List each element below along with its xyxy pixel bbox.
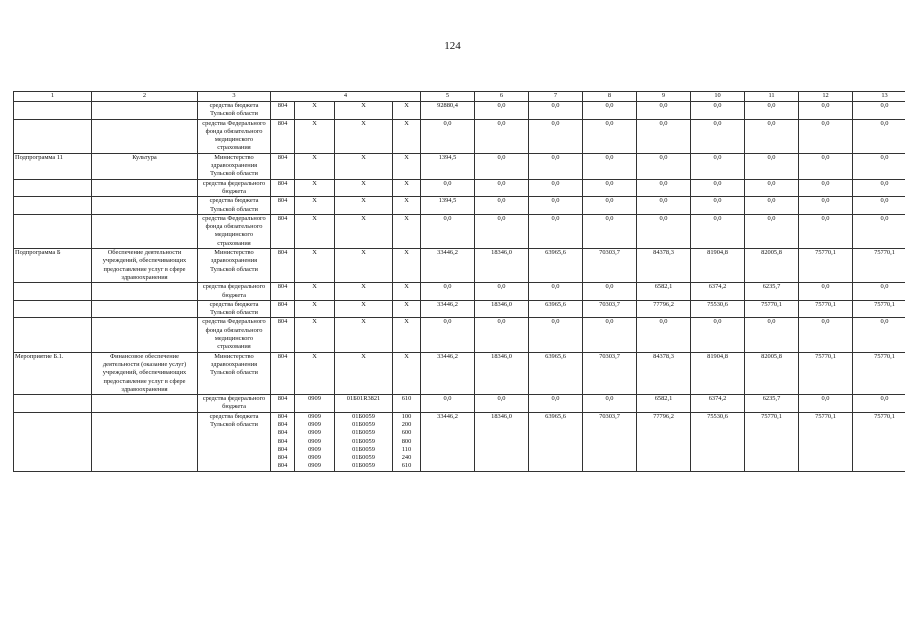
value-cell: 0,0 xyxy=(853,283,905,301)
funding-source: Министерство здравоохранения Тульской области xyxy=(198,153,271,179)
section-code xyxy=(14,300,92,318)
section-code-cell: X xyxy=(295,318,335,352)
ministry-code: 804 xyxy=(271,102,295,120)
value-cell: 0,0 xyxy=(637,197,691,215)
section-code-cell: X xyxy=(295,119,335,153)
col-number: 10 xyxy=(691,92,745,102)
value-cell: 0,0 xyxy=(799,102,853,120)
value-cell: 0,0 xyxy=(475,214,529,248)
value-cell: 0,0 xyxy=(745,153,799,179)
value-cell: 6582,1 xyxy=(637,395,691,413)
ministry-code: 804 xyxy=(271,214,295,248)
value-cell: 0,0 xyxy=(853,153,905,179)
table-row xyxy=(14,395,905,413)
section-code-cell: X xyxy=(295,102,335,120)
col-number: 3 xyxy=(198,92,271,102)
expense-type-cell: X xyxy=(393,153,421,179)
col-number: 5 xyxy=(421,92,475,102)
col-number: 12 xyxy=(799,92,853,102)
expense-type-cell: 100 200 600 800 110 240 610 xyxy=(393,412,421,471)
value-cell: 0,0 xyxy=(583,153,637,179)
value-cell: 0,0 xyxy=(583,214,637,248)
value-cell: 63965,6 xyxy=(529,249,583,283)
value-cell: 0,0 xyxy=(529,318,583,352)
value-cell: 75770,1 xyxy=(799,352,853,394)
value-cell: 0,0 xyxy=(529,179,583,197)
value-cell: 0,0 xyxy=(529,214,583,248)
value-cell: 0,0 xyxy=(691,318,745,352)
value-cell: 75770,1 xyxy=(853,352,905,394)
target-article-cell: 01Б0059 01Б0059 01Б0059 01Б0059 01Б0059 01Б0059 01Б0059 xyxy=(335,412,393,471)
value-cell: 0,0 xyxy=(745,102,799,120)
value-cell: 0,0 xyxy=(799,197,853,215)
value-cell: 6235,7 xyxy=(745,395,799,413)
header-row xyxy=(14,92,905,102)
value-cell: 0,0 xyxy=(799,179,853,197)
value-cell: 0,0 xyxy=(421,283,475,301)
value-cell: 0,0 xyxy=(637,318,691,352)
col-number: 1 xyxy=(14,92,92,102)
ministry-code: 804 xyxy=(271,395,295,413)
value-cell: 6374,2 xyxy=(691,283,745,301)
section-code xyxy=(14,214,92,248)
section-code-cell: 0909 0909 0909 0909 0909 0909 0909 xyxy=(295,412,335,471)
value-cell: 81904,8 xyxy=(691,352,745,394)
value-cell: 0,0 xyxy=(529,283,583,301)
value-cell: 0,0 xyxy=(421,179,475,197)
value-cell: 0,0 xyxy=(583,197,637,215)
section-title xyxy=(92,300,198,318)
value-cell: 75770,1 xyxy=(853,249,905,283)
value-cell: 70303,7 xyxy=(583,352,637,394)
target-article-cell: X xyxy=(335,352,393,394)
section-title xyxy=(92,119,198,153)
value-cell: 0,0 xyxy=(637,153,691,179)
value-cell: 0,0 xyxy=(421,318,475,352)
value-cell: 63965,6 xyxy=(529,412,583,471)
page-number: 124 xyxy=(444,40,461,52)
value-cell: 0,0 xyxy=(853,395,905,413)
value-cell: 18346,0 xyxy=(475,412,529,471)
value-cell: 0,0 xyxy=(853,102,905,120)
table-row xyxy=(14,249,905,283)
value-cell: 0,0 xyxy=(799,395,853,413)
value-cell: 0,0 xyxy=(529,119,583,153)
value-cell: 6582,1 xyxy=(637,283,691,301)
target-article-cell: X xyxy=(335,153,393,179)
target-article-cell: X xyxy=(335,318,393,352)
value-cell: 0,0 xyxy=(583,395,637,413)
value-cell: 0,0 xyxy=(853,197,905,215)
expense-type-cell: X xyxy=(393,300,421,318)
expense-type-cell: X xyxy=(393,119,421,153)
section-code: Мероприятие Б.1. xyxy=(14,352,92,394)
value-cell: 0,0 xyxy=(475,102,529,120)
ministry-code: 804 xyxy=(271,300,295,318)
value-cell: 77796,2 xyxy=(637,300,691,318)
value-cell: 75530,6 xyxy=(691,300,745,318)
value-cell: 0,0 xyxy=(421,214,475,248)
ministry-code: 804 xyxy=(271,153,295,179)
value-cell: 81904,8 xyxy=(691,249,745,283)
value-cell: 0,0 xyxy=(853,179,905,197)
value-cell: 0,0 xyxy=(475,179,529,197)
section-code-cell: X xyxy=(295,197,335,215)
value-cell: 0,0 xyxy=(799,153,853,179)
target-article-cell: X xyxy=(335,300,393,318)
value-cell: 63965,6 xyxy=(529,352,583,394)
ministry-code: 804 804 804 804 804 804 804 xyxy=(271,412,295,471)
value-cell: 33446,2 xyxy=(421,412,475,471)
value-cell: 18346,0 xyxy=(475,249,529,283)
section-code xyxy=(14,318,92,352)
table-row xyxy=(14,300,905,318)
ministry-code: 804 xyxy=(271,249,295,283)
value-cell: 75770,1 xyxy=(745,412,799,471)
section-code xyxy=(14,179,92,197)
section-code xyxy=(14,283,92,301)
table-row xyxy=(14,352,905,394)
value-cell: 0,0 xyxy=(421,119,475,153)
value-cell: 75770,1 xyxy=(853,300,905,318)
value-cell: 0,0 xyxy=(475,283,529,301)
value-cell: 0,0 xyxy=(475,318,529,352)
expense-type-cell: X xyxy=(393,102,421,120)
target-article-cell: X xyxy=(335,283,393,301)
table-row xyxy=(14,179,905,197)
value-cell: 0,0 xyxy=(475,197,529,215)
value-cell: 84378,3 xyxy=(637,249,691,283)
value-cell: 63965,6 xyxy=(529,300,583,318)
funding-source: средства Федерального фонда обязательного медицинского страхования xyxy=(198,119,271,153)
section-code-cell: X xyxy=(295,352,335,394)
target-article-cell: X xyxy=(335,179,393,197)
value-cell: 0,0 xyxy=(637,102,691,120)
value-cell: 0,0 xyxy=(637,119,691,153)
value-cell: 0,0 xyxy=(583,318,637,352)
expense-type-cell: X xyxy=(393,214,421,248)
funding-source: средства Федерального фонда обязательного медицинского страхования xyxy=(198,318,271,352)
table-row xyxy=(14,153,905,179)
value-cell: 1394,5 xyxy=(421,153,475,179)
value-cell: 0,0 xyxy=(583,102,637,120)
value-cell: 0,0 xyxy=(637,179,691,197)
ministry-code: 804 xyxy=(271,119,295,153)
section-code-cell: X xyxy=(295,249,335,283)
table-row xyxy=(14,102,905,120)
section-title xyxy=(92,102,198,120)
value-cell: 82005,8 xyxy=(745,249,799,283)
section-code-cell: X xyxy=(295,300,335,318)
value-cell: 0,0 xyxy=(799,283,853,301)
value-cell: 70303,7 xyxy=(583,300,637,318)
value-cell: 0,0 xyxy=(529,395,583,413)
target-article-cell: X xyxy=(335,214,393,248)
expense-type-cell: X xyxy=(393,352,421,394)
value-cell: 0,0 xyxy=(529,197,583,215)
col-number: 9 xyxy=(637,92,691,102)
section-title xyxy=(92,283,198,301)
section-code xyxy=(14,197,92,215)
value-cell: 75770,1 xyxy=(745,300,799,318)
value-cell: 0,0 xyxy=(853,119,905,153)
funding-source: средства Федерального фонда обязательного медицинского страхования xyxy=(198,214,271,248)
table-row xyxy=(14,214,905,248)
value-cell: 0,0 xyxy=(475,395,529,413)
value-cell: 75770,1 xyxy=(799,412,853,471)
target-article-cell: X xyxy=(335,102,393,120)
funding-source: средства бюджета Тульской области xyxy=(198,412,271,471)
value-cell: 0,0 xyxy=(637,214,691,248)
col-number: 8 xyxy=(583,92,637,102)
value-cell: 33446,2 xyxy=(421,249,475,283)
funding-source: средства федерального бюджета xyxy=(198,179,271,197)
value-cell: 0,0 xyxy=(799,119,853,153)
target-article-cell: X xyxy=(335,249,393,283)
section-code xyxy=(14,395,92,413)
value-cell: 70303,7 xyxy=(583,412,637,471)
col-number: 13 xyxy=(853,92,905,102)
value-cell: 0,0 xyxy=(529,102,583,120)
value-cell: 0,0 xyxy=(745,197,799,215)
funding-source: Министерство здравоохранения Тульской области xyxy=(198,352,271,394)
value-cell: 0,0 xyxy=(583,283,637,301)
value-cell: 0,0 xyxy=(691,153,745,179)
value-cell: 75770,1 xyxy=(799,249,853,283)
section-title: Обеспечение деятельности учреждений, обеспечивающих предоставление услуг в сфере здравоохранения xyxy=(92,249,198,283)
section-code xyxy=(14,102,92,120)
ministry-code: 804 xyxy=(271,352,295,394)
section-code: Подпрограмма Б xyxy=(14,249,92,283)
funding-source: средства федерального бюджета xyxy=(198,283,271,301)
ministry-code: 804 xyxy=(271,179,295,197)
section-title xyxy=(92,318,198,352)
section-title: Финансовое обеспечение деятельности (оказание услуг) учреждений, обеспечивающих предоставление услуг в сфере здравоохранения xyxy=(92,352,198,394)
value-cell: 75770,1 xyxy=(853,412,905,471)
section-title xyxy=(92,179,198,197)
value-cell: 0,0 xyxy=(421,395,475,413)
value-cell: 6235,7 xyxy=(745,283,799,301)
section-code-cell: X xyxy=(295,283,335,301)
section-code-cell: 0909 xyxy=(295,395,335,413)
value-cell: 18346,0 xyxy=(475,352,529,394)
funding-source: Министерство здравоохранения Тульской области xyxy=(198,249,271,283)
value-cell: 92880,4 xyxy=(421,102,475,120)
value-cell: 75530,6 xyxy=(691,412,745,471)
table-row xyxy=(14,412,905,471)
table-row xyxy=(14,283,905,301)
value-cell: 33446,2 xyxy=(421,352,475,394)
value-cell: 0,0 xyxy=(691,119,745,153)
value-cell: 0,0 xyxy=(745,214,799,248)
col-number: 6 xyxy=(475,92,529,102)
expense-type-cell: X xyxy=(393,179,421,197)
section-title: Культура xyxy=(92,153,198,179)
funding-source: средства бюджета Тульской области xyxy=(198,300,271,318)
value-cell: 6374,2 xyxy=(691,395,745,413)
col-number: 7 xyxy=(529,92,583,102)
value-cell: 82005,8 xyxy=(745,352,799,394)
value-cell: 0,0 xyxy=(475,153,529,179)
funding-source: средства бюджета Тульской области xyxy=(198,197,271,215)
section-title xyxy=(92,214,198,248)
target-article-cell: 01Б01R3821 xyxy=(335,395,393,413)
section-code-cell: X xyxy=(295,214,335,248)
table-row xyxy=(14,119,905,153)
value-cell: 0,0 xyxy=(529,153,583,179)
table-row xyxy=(14,318,905,352)
value-cell: 0,0 xyxy=(799,318,853,352)
value-cell: 0,0 xyxy=(745,179,799,197)
section-code: Подпрограмма 11 xyxy=(14,153,92,179)
value-cell: 33446,2 xyxy=(421,300,475,318)
funding-source: средства бюджета Тульской области xyxy=(198,102,271,120)
value-cell: 77796,2 xyxy=(637,412,691,471)
value-cell: 0,0 xyxy=(691,197,745,215)
value-cell: 0,0 xyxy=(583,179,637,197)
col-number: 4 xyxy=(271,92,421,102)
value-cell: 75770,1 xyxy=(799,300,853,318)
expense-type-cell: X xyxy=(393,197,421,215)
value-cell: 0,0 xyxy=(853,214,905,248)
target-article-cell: X xyxy=(335,119,393,153)
value-cell: 0,0 xyxy=(691,214,745,248)
target-article-cell: X xyxy=(335,197,393,215)
col-number: 11 xyxy=(745,92,799,102)
value-cell: 0,0 xyxy=(583,119,637,153)
budget-table xyxy=(13,91,905,472)
ministry-code: 804 xyxy=(271,283,295,301)
section-code-cell: X xyxy=(295,153,335,179)
section-title xyxy=(92,197,198,215)
value-cell: 1394,5 xyxy=(421,197,475,215)
ministry-code: 804 xyxy=(271,318,295,352)
funding-source: средства федерального бюджета xyxy=(198,395,271,413)
value-cell: 0,0 xyxy=(691,102,745,120)
value-cell: 0,0 xyxy=(691,179,745,197)
section-code xyxy=(14,412,92,471)
value-cell: 18346,0 xyxy=(475,300,529,318)
section-code xyxy=(14,119,92,153)
section-title xyxy=(92,412,198,471)
value-cell: 84378,3 xyxy=(637,352,691,394)
expense-type-cell: X xyxy=(393,249,421,283)
expense-type-cell: 610 xyxy=(393,395,421,413)
section-title xyxy=(92,395,198,413)
value-cell: 0,0 xyxy=(745,119,799,153)
value-cell: 0,0 xyxy=(475,119,529,153)
expense-type-cell: X xyxy=(393,283,421,301)
col-number: 2 xyxy=(92,92,198,102)
section-code-cell: X xyxy=(295,179,335,197)
value-cell: 70303,7 xyxy=(583,249,637,283)
value-cell: 0,0 xyxy=(745,318,799,352)
value-cell: 0,0 xyxy=(853,318,905,352)
table-row xyxy=(14,197,905,215)
value-cell: 0,0 xyxy=(799,214,853,248)
ministry-code: 804 xyxy=(271,197,295,215)
expense-type-cell: X xyxy=(393,318,421,352)
